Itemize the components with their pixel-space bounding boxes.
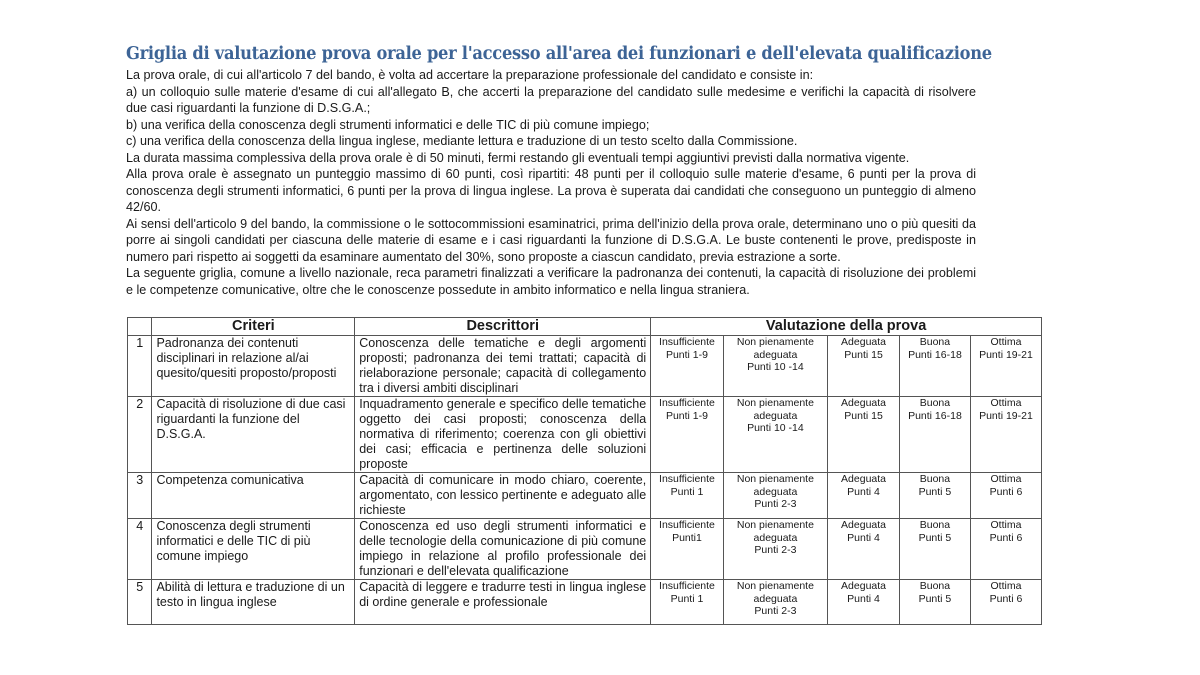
score-insufficiente bbox=[651, 519, 724, 580]
criterio-cell: Padronanza dei contenuti disciplinari in relazione al/ai quesito/quesiti proposto/proposti bbox=[152, 336, 355, 397]
intro-grid-description: La seguente griglia, comune a livello nazionale, reca parametri finalizzati a verificare la padronanza dei contenuti, la capacità di risoluzione dei problemi e le competenze comunicative, oltre che le conoscenze possedute in ambito informatico e nella lingua straniera. bbox=[126, 266, 976, 297]
score-points: Punti 10 -14 bbox=[747, 361, 804, 373]
score-level: Buona bbox=[919, 580, 951, 592]
score-points: Punti 1-9 bbox=[665, 409, 708, 422]
score-buona bbox=[899, 519, 970, 580]
score-points: Punti 19-21 bbox=[979, 409, 1033, 422]
intro-article-9: Ai sensi dell'articolo 9 del bando, la commissione o le sottocommissioni esaminatrici, prima dell'inizio della prova orale, determinano uno o più quesiti da porre ai singoli candidati per ciascuna delle materie di esame e i casi riguardanti la funzione di D.S.G.A. Le buste contenenti le prove, predisposte in numero pari rispetto ai soggetti da esaminare aumentato del 30%, sono proposte a ciascun candidato, previa estrazione a sorte. bbox=[126, 216, 976, 264]
score-points: Punti1 bbox=[672, 531, 702, 544]
table-row bbox=[128, 519, 1042, 580]
document-title: Griglia di valutazione prova orale per l'accesso all'area dei funzionari e dell'elevata qualificazione bbox=[126, 44, 992, 64]
score-level: Non pienamente adeguata bbox=[736, 519, 814, 544]
intro-text bbox=[126, 67, 976, 298]
intro-item-c: c) una verifica della conoscenza della lingua inglese, mediante lettura e traduzione di un testo scelto dalla Commissione. bbox=[126, 134, 798, 148]
intro-item-a: a) un colloquio sulle materie d'esame di cui all'allegato B, che accerti la preparazione del candidato sulle medesime e verifichi la capacità di risolvere due casi riguardanti la funzione di D.S.G.A.; bbox=[126, 84, 976, 115]
score-points: Punti 1-9 bbox=[665, 348, 708, 361]
score-points: Punti 4 bbox=[847, 485, 880, 498]
score-points: Punti 6 bbox=[989, 531, 1023, 544]
score-level: Insufficiente bbox=[659, 473, 715, 485]
criterio-cell: Abilità di lettura e traduzione di un testo in lingua inglese bbox=[152, 580, 355, 625]
score-points: Punti 1 bbox=[670, 592, 704, 605]
descrittore-cell: Capacità di leggere e tradurre testi in lingua inglese di ordine generale e professionale bbox=[355, 580, 651, 625]
score-points: Punti 16-18 bbox=[908, 348, 962, 361]
intro-item-b: b) una verifica della conoscenza degli strumenti informatici e delle TIC di più comune impiego; bbox=[126, 117, 650, 132]
score-level: Buona bbox=[919, 519, 951, 531]
descrittore-cell: Conoscenza delle tematiche e degli argomenti proposti; padronanza dei temi trattati; capacità di rielaborazione personale; capacità di collegamento tra i diversi ambiti disciplinari bbox=[355, 336, 651, 397]
table-row bbox=[128, 580, 1042, 625]
score-level: Insufficiente bbox=[659, 580, 715, 592]
score-insufficiente bbox=[651, 397, 724, 473]
score-level: Ottima bbox=[990, 519, 1022, 531]
score-level: Buona bbox=[919, 336, 951, 348]
header-descrittori: Descrittori bbox=[355, 318, 651, 336]
descrittore-cell: Conoscenza ed uso degli strumenti informatici e delle tecnologie della comunicazione di più comune impiego in relazione al profilo professionale dei funzionari e dell'elevata qualificazione bbox=[355, 519, 651, 580]
score-adeguata bbox=[828, 336, 900, 397]
score-adeguata bbox=[828, 580, 900, 625]
score-buona bbox=[899, 580, 970, 625]
score-points: Punti 4 bbox=[847, 531, 880, 544]
score-level: Buona bbox=[919, 473, 951, 485]
table-header-row bbox=[128, 318, 1042, 336]
criterio-cell: Conoscenza degli strumenti informatici e delle TIC di più comune impiego bbox=[152, 519, 355, 580]
score-non-pienamente-adeguata bbox=[723, 519, 827, 580]
score-points: Punti 19-21 bbox=[979, 348, 1033, 361]
score-level: Ottima bbox=[990, 473, 1022, 485]
score-insufficiente bbox=[651, 473, 724, 519]
score-non-pienamente-adeguata bbox=[723, 473, 827, 519]
score-ottima bbox=[970, 336, 1041, 397]
table-row bbox=[128, 397, 1042, 473]
score-points: Punti 5 bbox=[918, 531, 952, 544]
score-ottima bbox=[970, 580, 1041, 625]
score-insufficiente bbox=[651, 336, 724, 397]
intro-paragraph: La prova orale, di cui all'articolo 7 del bando, è volta ad accertare la preparazione professionale del candidato e consiste in: bbox=[126, 68, 814, 82]
table-row bbox=[128, 336, 1042, 397]
row-number: 5 bbox=[128, 580, 152, 625]
criterio-cell: Capacità di risoluzione di due casi riguardanti la funzione del D.S.G.A. bbox=[152, 397, 355, 473]
score-buona bbox=[899, 336, 970, 397]
score-level: Non pienamente adeguata bbox=[736, 580, 814, 605]
score-ottima bbox=[970, 397, 1041, 473]
score-adeguata bbox=[828, 473, 900, 519]
score-points: Punti 6 bbox=[989, 592, 1023, 605]
header-valutazione: Valutazione della prova bbox=[651, 318, 1042, 336]
score-points: Punti 6 bbox=[989, 485, 1023, 498]
score-level: Adeguata bbox=[841, 397, 887, 409]
score-points: Punti 10 -14 bbox=[747, 422, 804, 434]
row-number: 3 bbox=[128, 473, 152, 519]
score-ottima bbox=[970, 519, 1041, 580]
score-points: Punti 5 bbox=[918, 592, 952, 605]
score-level: Insufficiente bbox=[659, 397, 715, 409]
score-non-pienamente-adeguata bbox=[723, 336, 827, 397]
score-ottima bbox=[970, 473, 1041, 519]
score-points: Punti 15 bbox=[844, 409, 883, 422]
criterio-cell: Competenza comunicativa bbox=[152, 473, 355, 519]
descrittore-cell: Inquadramento generale e specifico delle tematiche oggetto dei casi proposti; conoscenza della normativa di riferimento; coerenza con gli obiettivi dei casi; efficacia e pertinenza delle soluzioni proposte bbox=[355, 397, 651, 473]
score-non-pienamente-adeguata bbox=[723, 580, 827, 625]
score-level: Ottima bbox=[990, 580, 1022, 592]
score-buona bbox=[899, 397, 970, 473]
row-number: 4 bbox=[128, 519, 152, 580]
intro-scoring: Alla prova orale è assegnato un punteggio massimo di 60 punti, così ripartiti: 48 punti per il colloquio sulle materie d'esame, 6 punti per la prova di conoscenza degli strumenti informatici, 6 punti per la prova di lingua inglese. La prova è superata dai candidati che conseguono un punteggio di almeno 42/60. bbox=[126, 167, 976, 214]
score-points: Punti 2-3 bbox=[754, 605, 797, 617]
score-level: Adeguata bbox=[841, 473, 887, 485]
score-level: Adeguata bbox=[841, 336, 887, 348]
document-page bbox=[126, 44, 992, 298]
score-non-pienamente-adeguata bbox=[723, 397, 827, 473]
descrittore-cell: Capacità di comunicare in modo chiaro, coerente, argomentato, con lessico pertinente e adeguato alle richieste bbox=[355, 473, 651, 519]
score-points: Punti 15 bbox=[844, 348, 883, 361]
score-level: Buona bbox=[919, 397, 951, 409]
header-criteri: Criteri bbox=[152, 318, 355, 336]
score-insufficiente bbox=[651, 580, 724, 625]
score-points: Punti 2-3 bbox=[754, 498, 797, 510]
score-level: Insufficiente bbox=[659, 519, 715, 531]
header-number bbox=[128, 318, 152, 336]
score-level: Adeguata bbox=[841, 580, 887, 592]
score-buona bbox=[899, 473, 970, 519]
intro-duration: La durata massima complessiva della prova orale è di 50 minuti, fermi restando gli eventuali tempi aggiuntivi previsti dalla normativa vigente. bbox=[126, 150, 910, 165]
score-points: Punti 2-3 bbox=[754, 544, 797, 556]
score-level: Non pienamente adeguata bbox=[736, 397, 814, 422]
score-level: Non pienamente adeguata bbox=[736, 336, 814, 361]
table-row bbox=[128, 473, 1042, 519]
score-level: Non pienamente adeguata bbox=[736, 473, 814, 498]
score-points: Punti 1 bbox=[670, 485, 704, 498]
score-adeguata bbox=[828, 519, 900, 580]
score-adeguata bbox=[828, 397, 900, 473]
score-points: Punti 4 bbox=[847, 592, 880, 605]
row-number: 1 bbox=[128, 336, 152, 397]
score-points: Punti 5 bbox=[918, 485, 952, 498]
row-number: 2 bbox=[128, 397, 152, 473]
score-level: Insufficiente bbox=[659, 336, 715, 348]
score-points: Punti 16-18 bbox=[908, 409, 962, 422]
score-level: Adeguata bbox=[841, 519, 887, 531]
score-level: Ottima bbox=[990, 397, 1022, 409]
score-level: Ottima bbox=[990, 336, 1022, 348]
evaluation-grid-table bbox=[127, 317, 1042, 625]
